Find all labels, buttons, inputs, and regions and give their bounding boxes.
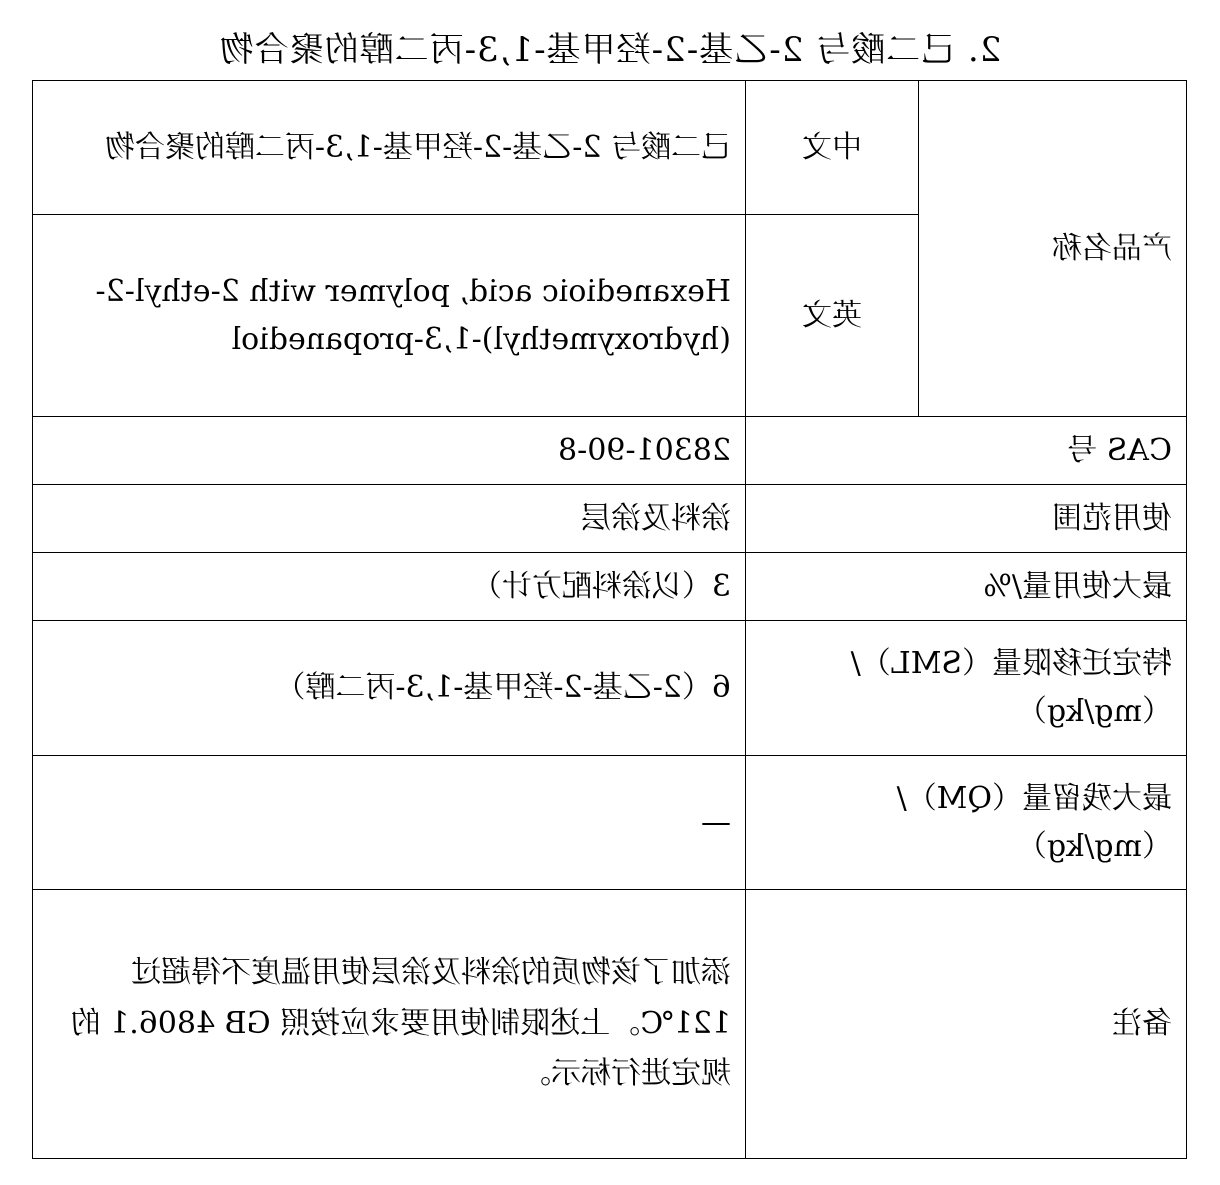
table-row	[33, 890, 1187, 1159]
qm-value: —	[33, 756, 746, 890]
english-name-label: 英文	[746, 215, 919, 417]
additive-spec-table	[32, 80, 1187, 1159]
remarks-value: 添加了该物质的涂料及涂层使用温度不得超过 121℃。上述限制使用要求应按照 GB 4806.1 的规定进行标示。	[33, 890, 746, 1159]
product-name-label: 产品名称	[919, 81, 1187, 417]
table-row	[33, 417, 1187, 485]
sml-label: 特定迁移限量（SML）/（mg/kg）	[746, 621, 1187, 756]
sml-value: 6（2-乙基-2-羟甲基-1,3-丙二醇）	[33, 621, 746, 756]
max-usage-value: 3（以涂料配方计）	[33, 553, 746, 621]
cas-value: 28301-90-8	[33, 417, 746, 485]
chinese-name-value: 己二酸与 2-乙基-2-羟甲基-1,3-丙二醇的聚合物	[33, 81, 746, 215]
qm-label: 最大残留量（QM）/（mg/kg）	[746, 756, 1187, 890]
scope-label: 使用范围	[746, 485, 1187, 553]
table-row	[33, 485, 1187, 553]
scope-value: 涂料及涂层	[33, 485, 746, 553]
english-name-value: Hexanedioic acid, polymer with 2-ethyl-2-(hydroxymethyl)-1,3-propanediol	[33, 215, 746, 417]
table-row	[33, 756, 1187, 890]
max-usage-label: 最大使用量/%	[746, 553, 1187, 621]
table-row	[33, 81, 1187, 215]
document-title: 2. 己二酸与 2-乙基-2-羟甲基-1,3-丙二醇的聚合物	[218, 30, 1002, 70]
chinese-name-label: 中文	[746, 81, 919, 215]
table-row	[33, 553, 1187, 621]
cas-label: CAS 号	[746, 417, 1187, 485]
table-row	[33, 621, 1187, 756]
remarks-label: 备注	[746, 890, 1187, 1159]
